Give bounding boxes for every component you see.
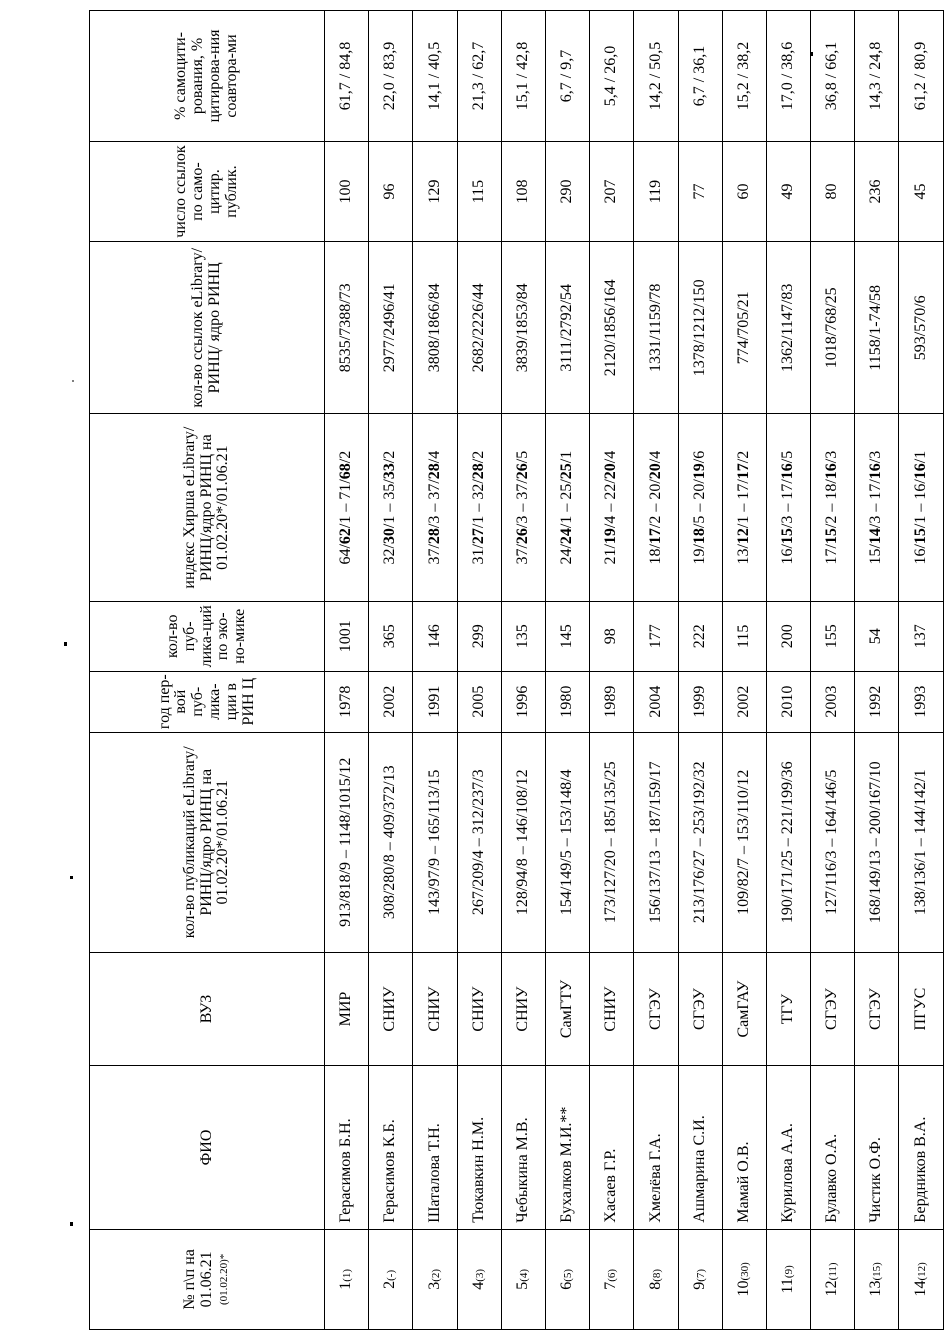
cell-number: 7(6) bbox=[590, 1229, 634, 1329]
cell-economics-pubs: 54 bbox=[855, 601, 899, 671]
cell-fio: Тюкавкин Н.М. bbox=[457, 1066, 501, 1230]
cell-fio: Герасимов К.Б. bbox=[369, 1066, 413, 1230]
table-row bbox=[369, 11, 413, 1330]
table-row bbox=[811, 11, 855, 1330]
table-row bbox=[766, 11, 810, 1330]
cell-publications: 138/136/1 – 144/142/1 bbox=[899, 732, 943, 952]
cell-vuz: СГЭУ bbox=[811, 952, 855, 1065]
cell-percent: 61,7 / 84,8 bbox=[325, 11, 369, 142]
cell-economics-pubs: 200 bbox=[766, 601, 810, 671]
cell-references: 1331/1159/78 bbox=[634, 242, 678, 414]
cell-vuz: СНИУ bbox=[590, 952, 634, 1065]
cell-economics-pubs: 177 bbox=[634, 601, 678, 671]
cell-first-year: 1996 bbox=[501, 671, 545, 732]
cell-self-citations: 108 bbox=[501, 141, 545, 241]
cell-number: 2(-) bbox=[369, 1229, 413, 1329]
table-row bbox=[590, 11, 634, 1330]
cell-number: 14(12) bbox=[899, 1229, 943, 1329]
cell-economics-pubs: 155 bbox=[811, 601, 855, 671]
cell-first-year: 1991 bbox=[413, 671, 457, 732]
cell-first-year: 1989 bbox=[590, 671, 634, 732]
cell-economics-pubs: 115 bbox=[722, 601, 766, 671]
cell-fio: Хмелёва Г.А. bbox=[634, 1066, 678, 1230]
cell-vuz: СНИУ bbox=[457, 952, 501, 1065]
cell-fio: Булавко О.А. bbox=[811, 1066, 855, 1230]
cell-number: 13(15) bbox=[855, 1229, 899, 1329]
cell-number: 8(8) bbox=[634, 1229, 678, 1329]
cell-self-citations: 96 bbox=[369, 141, 413, 241]
cell-references: 2977/2496/41 bbox=[369, 242, 413, 414]
cell-hirsch: 31/27/1 – 32/28/2 bbox=[457, 414, 501, 601]
cell-percent: 36,8 / 66,1 bbox=[811, 11, 855, 142]
cell-economics-pubs: 137 bbox=[899, 601, 943, 671]
cell-references: 1378/1212/150 bbox=[678, 242, 722, 414]
cell-publications: 168/149/13 – 200/167/10 bbox=[855, 732, 899, 952]
cell-publications: 143/97/9 – 165/113/15 bbox=[413, 732, 457, 952]
table-row bbox=[413, 11, 457, 1330]
cell-economics-pubs: 222 bbox=[678, 601, 722, 671]
cell-self-citations: 77 bbox=[678, 141, 722, 241]
cell-hirsch: 64/62/1 – 71/68/2 bbox=[325, 414, 369, 601]
cell-percent: 17,0 / 38,6 bbox=[766, 11, 810, 142]
cell-references: 2120/1856/164 bbox=[590, 242, 634, 414]
cell-percent: 21,3 / 62,7 bbox=[457, 11, 501, 142]
cell-percent: 14,1 / 40,5 bbox=[413, 11, 457, 142]
cell-percent: 14,2 / 50,5 bbox=[634, 11, 678, 142]
table-row bbox=[899, 11, 943, 1330]
cell-fio: Бердников В.А. bbox=[899, 1066, 943, 1230]
header-fio: ФИО bbox=[90, 1066, 325, 1230]
cell-vuz: СГЭУ bbox=[634, 952, 678, 1065]
cell-first-year: 1980 bbox=[545, 671, 589, 732]
cell-hirsch: 37/28/3 – 37/28/4 bbox=[413, 414, 457, 601]
cell-publications: 128/94/8 – 146/108/12 bbox=[501, 732, 545, 952]
cell-hirsch: 13/12/1 – 17/17/2 bbox=[722, 414, 766, 601]
cell-percent: 14,3 / 24,8 bbox=[855, 11, 899, 142]
cell-references: 3839/1853/84 bbox=[501, 242, 545, 414]
header-hirsch: индекс Хирша eLibrary/РИНЦ/ядро РИНЦ на 01.02.20*/01.06.21 bbox=[90, 414, 325, 601]
cell-economics-pubs: 145 bbox=[545, 601, 589, 671]
cell-hirsch: 15/14/3 – 17/16/3 bbox=[855, 414, 899, 601]
cell-references: 3808/1866/84 bbox=[413, 242, 457, 414]
cell-first-year: 2003 bbox=[811, 671, 855, 732]
cell-references: 593/570/6 bbox=[899, 242, 943, 414]
cell-first-year: 1992 bbox=[855, 671, 899, 732]
rating-table bbox=[89, 10, 944, 1330]
header-first-year: год пер-вой пуб-лика-ции в РИН Ц bbox=[90, 671, 325, 732]
cell-fio: Мамай О.В. bbox=[722, 1066, 766, 1230]
cell-self-citations: 290 bbox=[545, 141, 589, 241]
cell-references: 1362/1147/83 bbox=[766, 242, 810, 414]
cell-economics-pubs: 135 bbox=[501, 601, 545, 671]
cell-references: 1158/1-74/58 bbox=[855, 242, 899, 414]
cell-references: 1018/768/25 bbox=[811, 242, 855, 414]
cell-vuz: СамГТУ bbox=[545, 952, 589, 1065]
cell-references: 3111/2792/54 bbox=[545, 242, 589, 414]
cell-first-year: 1999 bbox=[678, 671, 722, 732]
header-number: № п\п на 01.06.21 (01.02.20)* bbox=[90, 1229, 325, 1329]
cell-number: 5(4) bbox=[501, 1229, 545, 1329]
cell-percent: 22,0 / 83,9 bbox=[369, 11, 413, 142]
cell-publications: 213/176/27 – 253/192/32 bbox=[678, 732, 722, 952]
cell-self-citations: 115 bbox=[457, 141, 501, 241]
cell-vuz: СНИУ bbox=[413, 952, 457, 1065]
cell-self-citations: 49 bbox=[766, 141, 810, 241]
scan-speck bbox=[72, 380, 74, 382]
cell-publications: 127/116/3 – 164/146/5 bbox=[811, 732, 855, 952]
cell-hirsch: 24/24/1 – 25/25/1 bbox=[545, 414, 589, 601]
cell-self-citations: 80 bbox=[811, 141, 855, 241]
cell-vuz: СГЭУ bbox=[855, 952, 899, 1065]
cell-hirsch: 16/15/1 – 16/16/1 bbox=[899, 414, 943, 601]
scan-speck bbox=[70, 1222, 73, 1226]
cell-vuz: ТГУ bbox=[766, 952, 810, 1065]
cell-first-year: 1993 bbox=[899, 671, 943, 732]
header-row bbox=[90, 11, 325, 1330]
table-body bbox=[325, 11, 944, 1330]
cell-fio: Шаталова Т.Н. bbox=[413, 1066, 457, 1230]
header-vuz: ВУЗ bbox=[90, 952, 325, 1065]
cell-publications: 109/82/7 – 153/110/12 bbox=[722, 732, 766, 952]
table-row bbox=[634, 11, 678, 1330]
cell-first-year: 2010 bbox=[766, 671, 810, 732]
cell-first-year: 2002 bbox=[722, 671, 766, 732]
table-row bbox=[722, 11, 766, 1330]
cell-hirsch: 16/15/3 – 17/16/5 bbox=[766, 414, 810, 601]
cell-publications: 308/280/8 – 409/372/13 bbox=[369, 732, 413, 952]
header-references: кол-во ссылок eLibrary/ РИНЦ/ ядро РИНЦ bbox=[90, 242, 325, 414]
cell-first-year: 2004 bbox=[634, 671, 678, 732]
header-economics-pubs: кол-во пуб-лика-ций по эко-но-мике bbox=[90, 601, 325, 671]
cell-publications: 154/149/5 – 153/148/4 bbox=[545, 732, 589, 952]
cell-self-citations: 129 bbox=[413, 141, 457, 241]
cell-hirsch: 19/18/5 – 20/19/6 bbox=[678, 414, 722, 601]
table-row bbox=[457, 11, 501, 1330]
cell-references: 774/705/21 bbox=[722, 242, 766, 414]
cell-fio: Чистик О.Ф. bbox=[855, 1066, 899, 1230]
table-row bbox=[325, 11, 369, 1330]
scan-speck bbox=[64, 642, 67, 646]
cell-number: 12(11) bbox=[811, 1229, 855, 1329]
cell-publications: 267/209/4 – 312/237/3 bbox=[457, 732, 501, 952]
cell-vuz: СНИУ bbox=[369, 952, 413, 1065]
cell-percent: 15,1 / 42,8 bbox=[501, 11, 545, 142]
cell-percent: 5,4 / 26,0 bbox=[590, 11, 634, 142]
table-row bbox=[545, 11, 589, 1330]
header-publications: кол-во публикаций eLibrary/РИНЦ/ядро РИНЦ на 01.02.20*/01.06.21 bbox=[90, 732, 325, 952]
cell-hirsch: 37/26/3 – 37/26/5 bbox=[501, 414, 545, 601]
cell-economics-pubs: 365 bbox=[369, 601, 413, 671]
cell-references: 2682/2226/44 bbox=[457, 242, 501, 414]
header-self-citations: число ссылок по само-цитир. публик. bbox=[90, 141, 325, 241]
rotated-table-container bbox=[89, 10, 929, 1330]
cell-self-citations: 60 bbox=[722, 141, 766, 241]
cell-percent: 6,7 / 9,7 bbox=[545, 11, 589, 142]
cell-economics-pubs: 98 bbox=[590, 601, 634, 671]
cell-vuz: СамГАУ bbox=[722, 952, 766, 1065]
cell-publications: 913/818/9 – 1148/1015/12 bbox=[325, 732, 369, 952]
cell-publications: 190/171/25 – 221/199/36 bbox=[766, 732, 810, 952]
cell-first-year: 2005 bbox=[457, 671, 501, 732]
cell-fio: Чебыкина М.В. bbox=[501, 1066, 545, 1230]
cell-economics-pubs: 299 bbox=[457, 601, 501, 671]
scan-speck bbox=[70, 876, 73, 879]
cell-hirsch: 18/17/2 – 20/20/4 bbox=[634, 414, 678, 601]
cell-fio: Ашмарина С.И. bbox=[678, 1066, 722, 1230]
cell-vuz: МИР bbox=[325, 952, 369, 1065]
cell-fio: Герасимов Б.Н. bbox=[325, 1066, 369, 1230]
cell-vuz: СНИУ bbox=[501, 952, 545, 1065]
table-row bbox=[501, 11, 545, 1330]
cell-economics-pubs: 1001 bbox=[325, 601, 369, 671]
cell-publications: 173/127/20 – 185/135/25 bbox=[590, 732, 634, 952]
cell-self-citations: 100 bbox=[325, 141, 369, 241]
cell-hirsch: 17/15/2 – 18/16/3 bbox=[811, 414, 855, 601]
cell-fio: Курилова А.А. bbox=[766, 1066, 810, 1230]
cell-self-citations: 45 bbox=[899, 141, 943, 241]
cell-self-citations: 236 bbox=[855, 141, 899, 241]
cell-fio: Хасаев Г.Р. bbox=[590, 1066, 634, 1230]
cell-number: 11(9) bbox=[766, 1229, 810, 1329]
cell-hirsch: 21/19/4 – 22/20/4 bbox=[590, 414, 634, 601]
cell-publications: 156/137/13 – 187/159/17 bbox=[634, 732, 678, 952]
cell-vuz: СГЭУ bbox=[678, 952, 722, 1065]
cell-percent: 15,2 / 38,2 bbox=[722, 11, 766, 142]
cell-number: 9(7) bbox=[678, 1229, 722, 1329]
cell-self-citations: 207 bbox=[590, 141, 634, 241]
cell-first-year: 2002 bbox=[369, 671, 413, 732]
header-percent: % самоцити-рования, % цитирова-ния соавтора-ми bbox=[90, 11, 325, 142]
cell-fio: Бухалков М.И.** bbox=[545, 1066, 589, 1230]
cell-number: 4(3) bbox=[457, 1229, 501, 1329]
cell-economics-pubs: 146 bbox=[413, 601, 457, 671]
cell-first-year: 1978 bbox=[325, 671, 369, 732]
cell-vuz: ПГУС bbox=[899, 952, 943, 1065]
cell-hirsch: 32/30/1 – 35/33/2 bbox=[369, 414, 413, 601]
cell-number: 10(30) bbox=[722, 1229, 766, 1329]
table-row bbox=[678, 11, 722, 1330]
table-row bbox=[855, 11, 899, 1330]
cell-number: 1(1) bbox=[325, 1229, 369, 1329]
cell-number: 6(5) bbox=[545, 1229, 589, 1329]
cell-number: 3(2) bbox=[413, 1229, 457, 1329]
cell-percent: 6,7 / 36,1 bbox=[678, 11, 722, 142]
cell-self-citations: 119 bbox=[634, 141, 678, 241]
cell-references: 8535/7388/73 bbox=[325, 242, 369, 414]
cell-percent: 61,2 / 80,9 bbox=[899, 11, 943, 142]
